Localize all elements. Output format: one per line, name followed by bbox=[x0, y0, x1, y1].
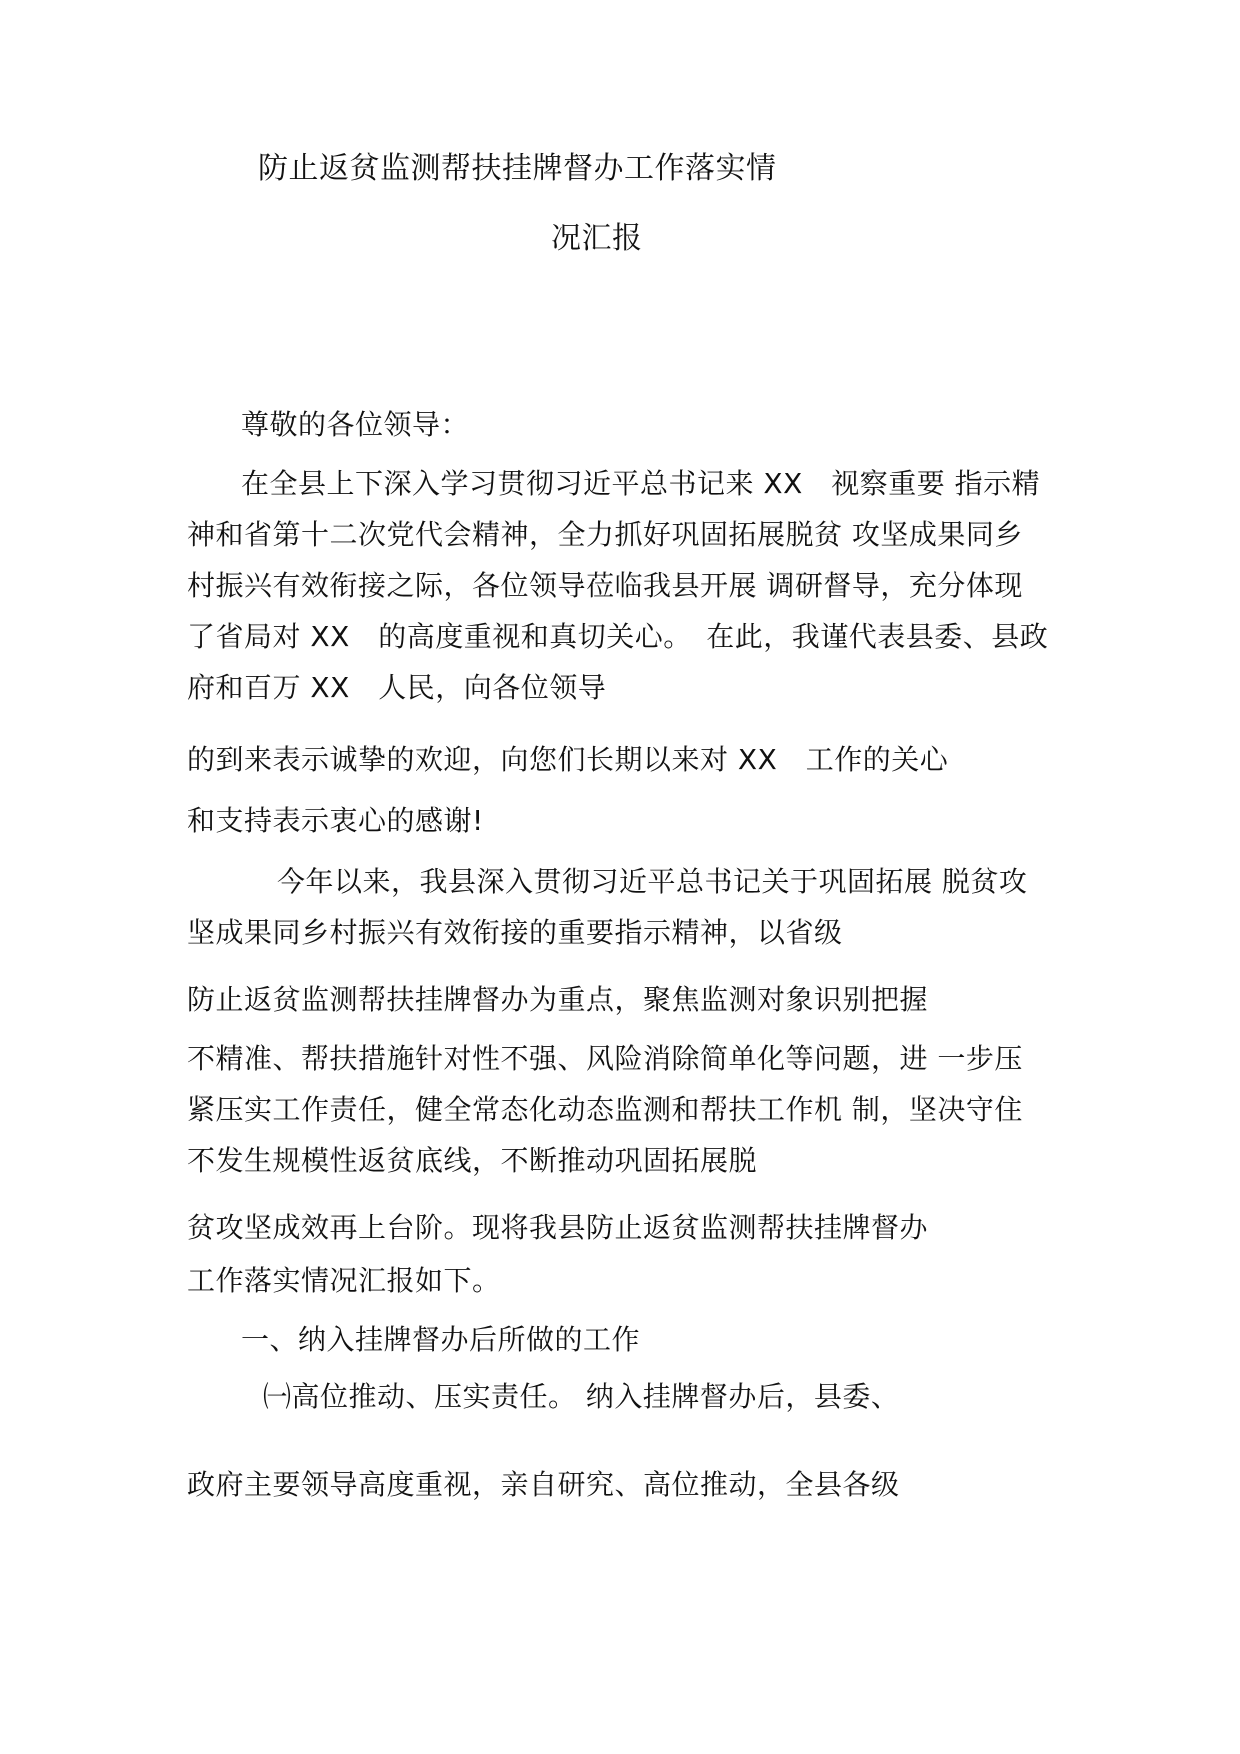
paragraph-4-line-1: 防止返贫监测帮扶挂牌督办为重点，聚焦监测对象识别把握 bbox=[187, 983, 929, 1016]
paragraph-3-line-2: 坚成果同乡村振兴有效衔接的重要指示精神，以省级 bbox=[187, 916, 843, 949]
paragraph-1-line-1: 在全县上下深入学习贯彻习近平总书记来 XX 视察重要 指示精 bbox=[241, 467, 1041, 500]
paragraph-3-line-1: 今年以来，我县深入贯彻习近平总书记关于巩固拓展 脱贫攻 bbox=[277, 865, 1028, 898]
paragraph-1-line-4: 了省局对 XX 的高度重视和真切关心。 在此，我谨代表县委、县政 bbox=[187, 620, 1049, 653]
subsection-1-heading: ㈠高位推动、压实责任。 纳入挂牌督办后，县委、 bbox=[263, 1380, 900, 1413]
paragraph-1-line-5: 府和百万 XX 人民，向各位领导 bbox=[187, 671, 607, 704]
paragraph-5-line-1: 不精准、帮扶措施针对性不强、风险消除简单化等问题，进 一步压 bbox=[187, 1042, 1023, 1075]
paragraph-5-line-3: 不发生规模性返贫底线，不断推动巩固拓展脱 bbox=[187, 1144, 758, 1177]
document-title-line-2: 况汇报 bbox=[551, 221, 643, 256]
paragraph-7-line-1: 政府主要领导高度重视，亲自研究、高位推动，全县各级 bbox=[187, 1468, 900, 1501]
salutation: 尊敬的各位领导： bbox=[241, 408, 470, 441]
paragraph-2-line-1: 的到来表示诚挚的欢迎，向您们长期以来对 XX 工作的关心 bbox=[187, 743, 949, 776]
document-title-line-1: 防止返贫监测帮扶挂牌督办工作落实情 bbox=[258, 151, 777, 186]
paragraph-1-line-3: 村振兴有效衔接之际，各位领导莅临我县开展 调研督导，充分体现 bbox=[187, 569, 1023, 602]
paragraph-1-line-2: 神和省第十二次党代会精神，全力抓好巩固拓展脱贫 攻坚成果同乡 bbox=[187, 518, 1023, 551]
paragraph-6-line-2: 工作落实情况汇报如下。 bbox=[187, 1264, 501, 1297]
paragraph-2-line-2: 和支持表示衷心的感谢! bbox=[187, 804, 484, 837]
paragraph-6-line-1: 贫攻坚成效再上台阶。现将我县防止返贫监测帮扶挂牌督办 bbox=[187, 1211, 929, 1244]
section-1-heading: 一、纳入挂牌督办后所做的工作 bbox=[241, 1323, 641, 1356]
paragraph-5-line-2: 紧压实工作责任，健全常态化动态监测和帮扶工作机 制，坚决守住 bbox=[187, 1093, 1023, 1126]
